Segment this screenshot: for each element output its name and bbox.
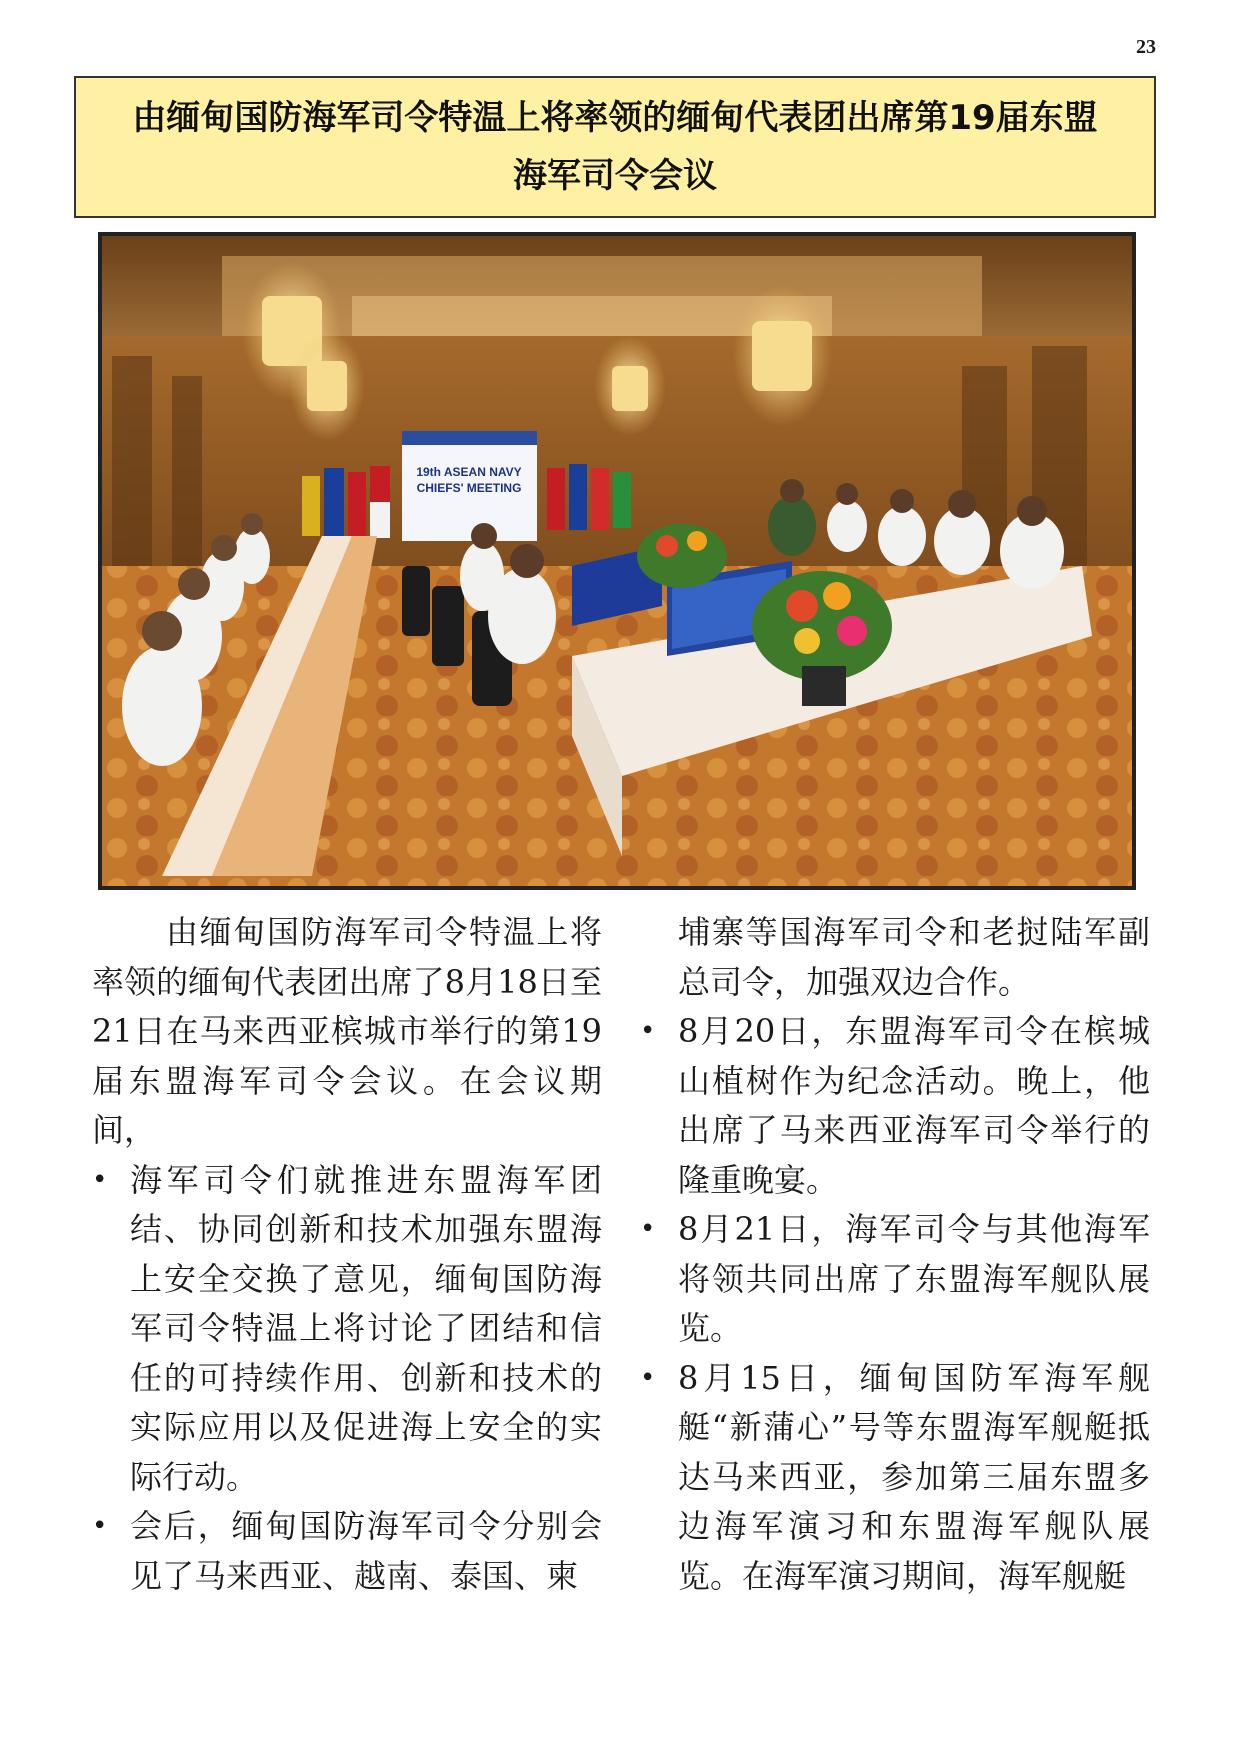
bullet-text: 8月20日，东盟海军司令在槟城山植树作为纪念活动。晚上，他出席了马来西亚海军司令举行的隆重晚宴。 (678, 1012, 1150, 1199)
title-box (74, 76, 1156, 218)
bullet-text: 8月21日，海军司令与其他海军将领共同出席了东盟海军舰队展览。 (678, 1210, 1150, 1347)
page-title (132, 89, 1097, 205)
bullet-dot: • (92, 1511, 108, 1541)
article-intro: 由缅甸国防海军司令特温上将率领的缅甸代表团出席了8月18日至21日在马来西亚槟城市举行的第19届东盟海军司令会议。在会议期间， (92, 913, 602, 1149)
meeting-photo-illustration (102, 236, 1132, 886)
bullet-item (640, 1205, 1150, 1354)
page-number: 23 (1136, 36, 1156, 58)
bullet-text: 海军司令们就推进东盟海军团结、协同创新和技术加强东盟海上安全交换了意见，缅甸国防海军司令特温上将讨论了团结和信任的可持续作用、创新和技术的实际应用以及促进海上安全的实际行动。 (130, 1160, 602, 1496)
bullet-item (640, 1007, 1150, 1205)
backdrop-title-line-1: 19th ASEAN NAVY (416, 465, 522, 479)
bullet-list-right (640, 1007, 1150, 1601)
bullet-dot: • (640, 1214, 656, 1244)
page-title-line-1: 由缅甸国防海军司令特温上将率领的缅甸代表团出席第19届东盟 (132, 98, 1098, 138)
bullet-dot: • (640, 1016, 656, 1046)
bullet-dot: • (92, 1164, 108, 1195)
bullet-text: 会后，缅甸国防海军司令分别会见了马来西亚、越南、泰国、柬 (130, 1507, 602, 1595)
page-title-line-2: 海军司令会议 (513, 156, 717, 196)
bullet-item (640, 1354, 1150, 1602)
article-column-left (92, 908, 602, 1601)
bullet-item (92, 1156, 602, 1503)
backdrop-title-line-2: CHIEFS' MEETING (416, 481, 522, 495)
bullet-continuation: 埔寨等国海军司令和老挝陆军副总司令，加强双边合作。 (678, 913, 1150, 1001)
bullet-text: 8月15日，缅甸国防军海军舰艇“新蒲心”号等东盟海军舰艇抵达马来西亚，参加第三届东盟多边海军演习和东盟海军舰队展览。在海军演习期间，海军舰艇 (678, 1358, 1150, 1595)
bullet-list-left (92, 1156, 602, 1602)
meeting-photo (98, 232, 1136, 890)
article-column-right (640, 908, 1150, 1601)
bullet-dot: • (640, 1362, 656, 1393)
bullet-item (92, 1502, 602, 1601)
